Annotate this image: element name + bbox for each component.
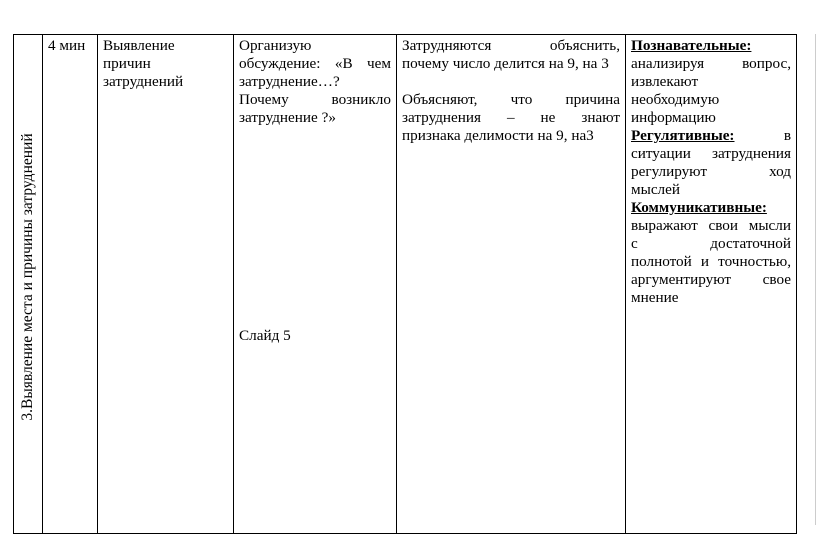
- cognitive-line: анализируя вопрос,: [631, 55, 791, 72]
- uud-cell: [626, 35, 797, 534]
- communicative-title: Коммуникативные:: [631, 199, 767, 216]
- communicative-line: с достаточной: [631, 235, 791, 252]
- teacher-line: Организую: [239, 37, 312, 54]
- communicative-line: мнение: [631, 289, 679, 306]
- communicative-line: аргументируют свое: [631, 271, 791, 288]
- student-activity-cell: [397, 35, 626, 534]
- stage-cell: [14, 35, 43, 534]
- regulative-heading: [631, 127, 791, 145]
- teacher-activity-cell: [234, 35, 397, 534]
- student-line: почему число делится на 9, на 3: [402, 55, 609, 72]
- teacher-line: Почему возникло: [239, 91, 391, 108]
- regulative-line: регулируют ход: [631, 163, 791, 180]
- regulative-title-tail: в: [783, 127, 791, 144]
- time-label: 4 мин: [48, 37, 86, 54]
- cognitive-line: информацию: [631, 109, 716, 126]
- table-row: [14, 35, 797, 534]
- cognitive-line: извлекают: [631, 73, 699, 90]
- communicative-line: выражают свои мысли: [631, 217, 791, 234]
- cognitive-line: необходимую: [631, 91, 720, 108]
- goal-cell: [98, 35, 234, 534]
- stage-label: 3.Выявление места и причины затруднений: [19, 132, 36, 421]
- cognitive-title: Познавательные:: [631, 37, 752, 54]
- goal-line: причин: [103, 55, 151, 72]
- regulative-title: Регулятивные:: [631, 127, 735, 144]
- goal-line: Выявление: [103, 37, 175, 54]
- student-line: признака делимости на 9, на3: [402, 127, 594, 144]
- communicative-line: полнотой и точностью,: [631, 253, 791, 270]
- slide-label: Слайд 5: [239, 327, 291, 344]
- regulative-line: мыслей: [631, 181, 681, 198]
- student-line: Объясняют, что причина: [402, 91, 620, 108]
- teacher-line: затруднение ?»: [239, 109, 336, 126]
- time-cell: [43, 35, 98, 534]
- teacher-line: затруднение…?: [239, 73, 340, 90]
- lesson-plan-table: [13, 34, 797, 534]
- regulative-line: ситуации затруднения: [631, 145, 791, 162]
- teacher-line: обсуждение: «В чем: [239, 55, 391, 72]
- goal-line: затруднений: [103, 73, 184, 90]
- student-line: Затрудняются объяснить,: [402, 37, 620, 54]
- student-line: затруднения – не знают: [402, 109, 620, 126]
